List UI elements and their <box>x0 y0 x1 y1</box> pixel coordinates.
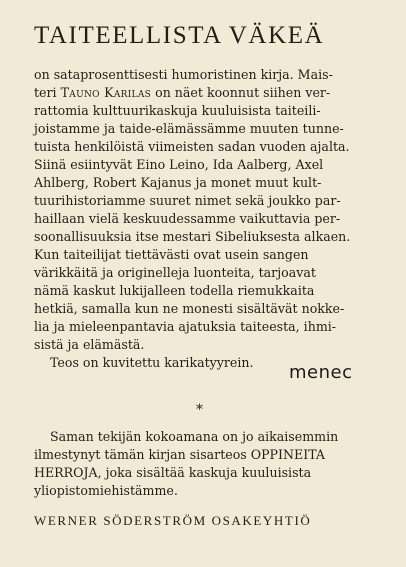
text-line: yliopistomiehistämme. <box>34 483 178 498</box>
text-line: rattomia kulttuurikaskuja kuuluisista taiteili- <box>34 103 321 118</box>
text-line: haillaan vielä keskuudessamme vaikuttavia per- <box>34 211 341 226</box>
text-line: sistä ja elämästä. <box>34 337 145 352</box>
publisher-name: WERNER SÖDERSTRÖM OSAKEYHTIÖ <box>34 513 312 528</box>
text-line <box>34 84 379 102</box>
text-line: Kun taiteilijat tiettävästi ovat usein sangen <box>34 247 309 262</box>
closing-text <box>34 428 379 500</box>
text-fragment: on näet koonnut siihen ver- <box>151 85 331 100</box>
text-line: tuurihistoriamme suuret nimet sekä joukko par- <box>34 193 341 208</box>
text-line: tuista henkilöistä viimeisten sadan vuoden ajalta. <box>34 139 350 154</box>
page-title: TAITEELLISTA VÄKEÄ <box>34 22 325 49</box>
section-separator: * <box>196 402 203 418</box>
text-line: lia ja mieleenpantavia ajatuksia taiteesta, ihmi- <box>34 319 337 334</box>
text-line: joistamme ja taide-elämässämme muuten tunne- <box>34 121 344 136</box>
watermark: menec <box>289 362 353 383</box>
text-line: soonallisuuksia itse mestari Sibeliuksesta alkaen. <box>34 229 351 244</box>
text-line: on sataprosenttisesti humoristinen kirja. Mais- <box>34 67 333 82</box>
text-fragment: teri <box>34 85 61 100</box>
text-line: Ahlberg, Robert Kajanus ja monet muut kult- <box>34 175 322 190</box>
text-line: Saman tekijän kokoamana on jo aikaisemmin <box>50 429 339 444</box>
text-line: Teos on kuvitettu karikatyyrein. <box>50 355 254 370</box>
description-text <box>34 66 379 372</box>
text-line: värikkäitä ja originelleja luonteita, tarjoavat <box>34 265 316 280</box>
text-line: HERROJA, joka sisältää kaskuja kuuluisista <box>34 465 312 480</box>
text-line: ilmestynyt tämän kirjan sisarteos OPPINEITA <box>34 447 326 462</box>
text-line: nämä kaskut lukijalleen todella riemukkaita <box>34 283 315 298</box>
text-line: hetkiä, samalla kun ne monesti sisältävät nokke- <box>34 301 345 316</box>
author-name: Tauno Karilas <box>60 85 152 100</box>
text-line: Siinä esiintyvät Eino Leino, Ida Aalberg, Axel <box>34 157 324 172</box>
